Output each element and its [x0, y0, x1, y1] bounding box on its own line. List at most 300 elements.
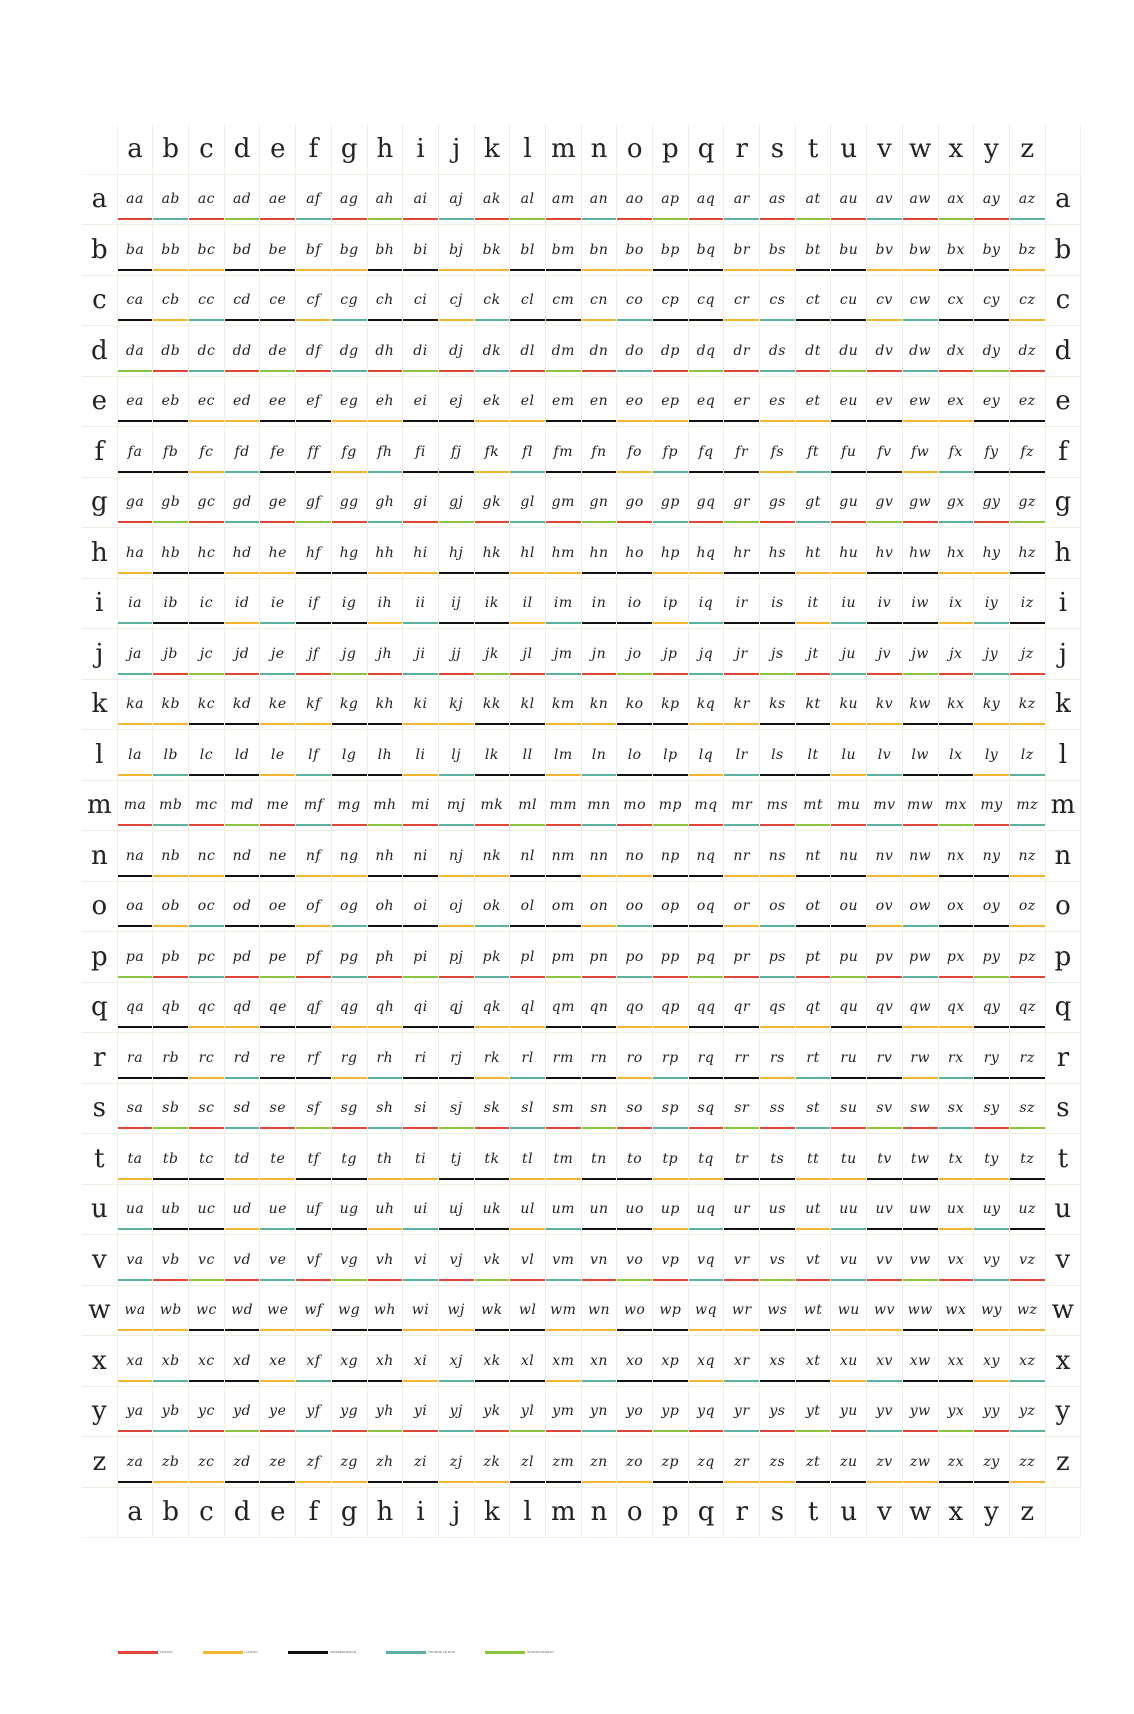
- column-footer-y: [974, 1488, 1010, 1539]
- relation-bar: [368, 1380, 403, 1382]
- ligature-cell-qe-label: qe: [268, 999, 287, 1016]
- relation-bar: [831, 572, 866, 574]
- relation-bar: [153, 1127, 188, 1129]
- ligature-cell-ne: [260, 831, 296, 882]
- row-header-left-z-label: z: [92, 1446, 107, 1477]
- ligature-cell-qv-label: qv: [875, 999, 894, 1016]
- ligature-cell-jz: [1010, 629, 1046, 680]
- ligature-cell-rg-label: rg: [340, 1049, 358, 1066]
- relation-bar: [260, 824, 295, 826]
- relation-bar: [867, 1329, 902, 1331]
- ligature-cell-uk-label: uk: [482, 1201, 502, 1218]
- ligature-cell-im-label: im: [553, 595, 573, 612]
- relation-bar: [724, 218, 759, 220]
- ligature-cell-he-label: he: [268, 544, 287, 561]
- ligature-cell-ro: [617, 1033, 653, 1084]
- ligature-cell-th-label: th: [377, 1150, 393, 1167]
- ligature-cell-zi: [403, 1437, 439, 1488]
- ligature-cell-te-label: te: [270, 1150, 286, 1167]
- ligature-cell-yv-label: yv: [876, 1403, 893, 1420]
- ligature-cell-ff-label: ff: [307, 443, 320, 460]
- ligature-cell-he: [260, 528, 296, 579]
- ligature-cell-oj: [439, 882, 475, 933]
- relation-bar: [867, 1228, 902, 1230]
- ligature-cell-oc: [189, 882, 225, 933]
- relation-bar: [867, 673, 902, 675]
- relation-bar: [617, 1127, 652, 1129]
- ligature-cell-uv: [867, 1185, 903, 1236]
- ligature-cell-pp: [653, 932, 689, 983]
- relation-bar: [403, 1380, 438, 1382]
- row-header-right-u: [1046, 1185, 1082, 1236]
- ligature-cell-hq: [689, 528, 725, 579]
- relation-bar: [439, 774, 474, 776]
- ligature-cell-no-label: no: [625, 847, 644, 864]
- ligature-cell-wu: [831, 1286, 867, 1337]
- row-header-left-v: [82, 1235, 118, 1286]
- relation-bar: [510, 925, 545, 927]
- ligature-cell-bt: [796, 225, 832, 276]
- relation-bar: [760, 1481, 795, 1483]
- ligature-cell-ow: [903, 882, 939, 933]
- ligature-cell-pj: [439, 932, 475, 983]
- row-header-right-k-label: k: [1055, 689, 1071, 720]
- relation-bar: [403, 673, 438, 675]
- relation-bar: [332, 723, 367, 725]
- column-header-a-label: a: [127, 133, 143, 164]
- relation-bar: [189, 572, 224, 574]
- relation-bar: [582, 1329, 617, 1331]
- ligature-cell-qy: [974, 983, 1010, 1034]
- relation-bar: [225, 1178, 260, 1180]
- ligature-cell-uc-label: uc: [197, 1201, 216, 1218]
- relation-bar: [760, 976, 795, 978]
- ligature-cell-hc-label: hc: [197, 544, 216, 561]
- relation-bar: [332, 1026, 367, 1028]
- relation-bar: [225, 1430, 260, 1432]
- ligature-cell-ku-label: ku: [839, 696, 859, 713]
- relation-bar: [974, 925, 1009, 927]
- ligature-cell-jl-label: jl: [522, 645, 533, 662]
- ligature-cell-pf-label: pf: [305, 948, 322, 965]
- relation-bar: [546, 420, 581, 422]
- ligature-cell-tm: [546, 1134, 582, 1185]
- ligature-cell-dz: [1010, 326, 1046, 377]
- ligature-cell-yo-label: yo: [625, 1403, 644, 1420]
- ligature-cell-zv: [867, 1437, 903, 1488]
- ligature-cell-cp: [653, 276, 689, 327]
- ligature-cell-gz-label: gz: [1018, 494, 1036, 511]
- ligature-cell-pq: [689, 932, 725, 983]
- row-header-right-s: [1046, 1084, 1082, 1135]
- ligature-cell-pj-label: pj: [449, 948, 464, 965]
- ligature-cell-os-label: os: [769, 898, 786, 915]
- ligature-cell-kx: [939, 680, 975, 731]
- ligature-cell-wm: [546, 1286, 582, 1337]
- row-header-right-v-label: v: [1055, 1244, 1071, 1275]
- ligature-cell-ht-label: ht: [805, 544, 821, 561]
- ligature-cell-uu: [831, 1185, 867, 1236]
- ligature-cell-vd-label: vd: [233, 1251, 252, 1268]
- relation-bar: [617, 1077, 652, 1079]
- column-footer-u: [831, 1488, 867, 1539]
- ligature-cell-oa: [118, 882, 154, 933]
- ligature-cell-ou-label: ou: [839, 898, 858, 915]
- ligature-cell-ut: [796, 1185, 832, 1236]
- ligature-cell-wy-label: wy: [981, 1302, 1002, 1319]
- relation-bar: [332, 774, 367, 776]
- relation-bar: [153, 218, 188, 220]
- ligature-cell-gx-label: gx: [946, 494, 965, 511]
- relation-bar: [724, 774, 759, 776]
- ligature-cell-xm: [546, 1336, 582, 1387]
- ligature-cell-kv: [867, 680, 903, 731]
- column-header-u-label: u: [840, 133, 858, 164]
- relation-bar: [510, 1127, 545, 1129]
- relation-bar: [760, 319, 795, 321]
- ligature-cell-ao: [617, 175, 653, 226]
- relation-bar: [653, 218, 688, 220]
- relation-bar: [260, 1026, 295, 1028]
- ligature-cell-nn-label: nn: [589, 847, 609, 864]
- ligature-cell-sr-label: sr: [734, 1100, 750, 1117]
- column-footer-s: [760, 1488, 796, 1539]
- ligature-cell-wk-label: wk: [481, 1302, 503, 1319]
- ligature-cell-mf-label: mf: [303, 797, 324, 814]
- column-footer-g: [332, 1488, 368, 1539]
- relation-bar: [439, 673, 474, 675]
- ligature-cell-lh: [368, 730, 404, 781]
- column-footer-h-label: h: [376, 1497, 394, 1528]
- ligature-cell-ox-label: ox: [947, 898, 965, 915]
- relation-bar: [439, 218, 474, 220]
- ligature-cell-ka-label: ka: [126, 696, 144, 713]
- ligature-cell-le: [260, 730, 296, 781]
- ligature-cell-pm: [546, 932, 582, 983]
- ligature-cell-dh-label: dh: [375, 342, 395, 359]
- ligature-cell-ar-label: ar: [733, 191, 750, 208]
- column-header-z-label: z: [1020, 133, 1035, 164]
- ligature-cell-tl: [510, 1134, 546, 1185]
- row-header-left-i: [82, 579, 118, 630]
- relation-bar: [260, 1380, 295, 1382]
- ligature-cell-oi-label: oi: [413, 898, 428, 915]
- column-footer-d-label: d: [233, 1497, 251, 1528]
- relation-bar: [939, 269, 974, 271]
- ligature-cell-hq-label: hq: [696, 544, 716, 561]
- relation-bar: [368, 521, 403, 523]
- ligature-cell-xb-label: xb: [161, 1352, 180, 1369]
- ligature-cell-xl: [510, 1336, 546, 1387]
- relation-bar: [118, 1026, 153, 1028]
- ligature-cell-gk-label: gk: [482, 494, 502, 511]
- ligature-cell-gk: [475, 478, 511, 529]
- ligature-cell-bp: [653, 225, 689, 276]
- column-header-t: [796, 124, 832, 175]
- relation-bar: [939, 925, 974, 927]
- ligature-cell-yz: [1010, 1387, 1046, 1438]
- ligature-cell-zt-label: zt: [806, 1453, 821, 1470]
- ligature-cell-lk: [475, 730, 511, 781]
- relation-bar: [831, 1026, 866, 1028]
- column-footer-w-label: w: [909, 1497, 932, 1528]
- column-header-y-label: y: [984, 133, 999, 164]
- ligature-cell-dk-label: dk: [482, 342, 502, 359]
- ligature-cell-ae: [260, 175, 296, 226]
- ligature-cell-ho-label: ho: [625, 544, 644, 561]
- ligature-cell-kp-label: kp: [661, 696, 680, 713]
- relation-bar: [403, 1430, 438, 1432]
- ligature-cell-qo-label: qo: [625, 999, 644, 1016]
- relation-bar: [225, 1127, 260, 1129]
- ligature-cell-uf-label: uf: [305, 1201, 322, 1218]
- ligature-cell-jv: [867, 629, 903, 680]
- ligature-cell-pc-label: pc: [197, 948, 216, 965]
- ligature-cell-fh: [368, 427, 404, 478]
- ligature-cell-sg-label: sg: [340, 1100, 358, 1117]
- ligature-cell-at: [796, 175, 832, 226]
- ligature-cell-hy-label: hy: [982, 544, 1001, 561]
- relation-bar: [582, 572, 617, 574]
- relation-bar: [189, 370, 224, 372]
- relation-bar: [403, 1329, 438, 1331]
- ligature-cell-kz: [1010, 680, 1046, 731]
- ligature-cell-tq-label: tq: [698, 1150, 714, 1167]
- ligature-cell-kd: [225, 680, 261, 731]
- ligature-cell-ol-label: ol: [520, 898, 535, 915]
- legend: [118, 1650, 554, 1654]
- relation-bar: [189, 319, 224, 321]
- ligature-cell-wu-label: wu: [837, 1302, 860, 1319]
- relation-bar: [831, 622, 866, 624]
- ligature-cell-uj: [439, 1185, 475, 1236]
- ligature-cell-xn: [582, 1336, 618, 1387]
- relation-bar: [653, 1127, 688, 1129]
- ligature-cell-uh-label: uh: [375, 1201, 395, 1218]
- ligature-cell-jf-label: jf: [308, 645, 319, 662]
- row-header-left-j-label: j: [95, 638, 104, 669]
- ligature-cell-dw-label: dw: [909, 342, 932, 359]
- row-header-left-o: [82, 882, 118, 933]
- ligature-cell-hs: [760, 528, 796, 579]
- ligature-cell-ml: [510, 781, 546, 832]
- ligature-cell-yw-label: yw: [909, 1403, 931, 1420]
- legend-label: AFFRONTEMENT: [527, 1650, 555, 1654]
- ligature-cell-wb-label: wb: [159, 1302, 182, 1319]
- relation-bar: [974, 824, 1009, 826]
- relation-bar: [939, 420, 974, 422]
- row-header-left-q-label: q: [91, 992, 108, 1023]
- ligature-cell-bj: [439, 225, 475, 276]
- ligature-cell-wi-label: wi: [411, 1302, 430, 1319]
- ligature-cell-xl-label: xl: [520, 1352, 535, 1369]
- relation-bar: [225, 319, 260, 321]
- ligature-cell-xe-label: xe: [269, 1352, 287, 1369]
- relation-bar: [903, 1329, 938, 1331]
- ligature-cell-cq-label: cq: [697, 292, 715, 309]
- relation-bar: [974, 1077, 1009, 1079]
- relation-bar: [260, 521, 295, 523]
- ligature-cell-tz-label: tz: [1020, 1150, 1035, 1167]
- row-header-right-e: [1046, 377, 1082, 428]
- ligature-cell-fg-label: fg: [341, 443, 357, 460]
- ligature-cell-aj: [439, 175, 475, 226]
- relation-bar: [617, 471, 652, 473]
- ligature-cell-kl-label: kl: [520, 696, 535, 713]
- relation-bar: [260, 1077, 295, 1079]
- ligature-cell-qf: [296, 983, 332, 1034]
- relation-bar: [617, 572, 652, 574]
- relation-bar: [903, 1178, 938, 1180]
- ligature-cell-zj: [439, 1437, 475, 1488]
- relation-bar: [510, 723, 545, 725]
- ligature-cell-la-label: la: [128, 746, 142, 763]
- ligature-cell-gm-label: gm: [551, 494, 575, 511]
- relation-bar: [368, 1329, 403, 1331]
- relation-bar: [582, 1178, 617, 1180]
- row-header-left-w-label: w: [88, 1295, 111, 1326]
- relation-bar: [153, 774, 188, 776]
- ligature-cell-yh-label: yh: [375, 1403, 394, 1420]
- relation-bar: [439, 521, 474, 523]
- relation-bar: [118, 1127, 153, 1129]
- ligature-cell-ef-label: ef: [306, 393, 321, 410]
- ligature-cell-fx-label: fx: [948, 443, 963, 460]
- ligature-cell-yl: [510, 1387, 546, 1438]
- relation-bar: [724, 1077, 759, 1079]
- ligature-cell-mb-label: mb: [159, 797, 183, 814]
- corner-cell: [82, 1488, 118, 1539]
- ligature-cell-wi: [403, 1286, 439, 1337]
- relation-bar: [582, 875, 617, 877]
- ligature-cell-on: [582, 882, 618, 933]
- column-header-p: [653, 124, 689, 175]
- ligature-cell-by-label: by: [982, 241, 1001, 258]
- column-header-i: [403, 124, 439, 175]
- column-footer-q: [689, 1488, 725, 1539]
- ligature-cell-fh-label: fh: [377, 443, 393, 460]
- ligature-cell-tq: [689, 1134, 725, 1185]
- ligature-cell-it: [796, 579, 832, 630]
- relation-bar: [439, 1430, 474, 1432]
- ligature-cell-ap-label: ap: [661, 191, 680, 208]
- relation-bar: [153, 572, 188, 574]
- ligature-cell-mz-label: mz: [1016, 797, 1039, 814]
- ligature-cell-nq-label: nq: [696, 847, 716, 864]
- relation-bar: [118, 1178, 153, 1180]
- ligature-cell-mo: [617, 781, 653, 832]
- ligature-cell-ix: [939, 579, 975, 630]
- ligature-cell-aw: [903, 175, 939, 226]
- ligature-cell-px: [939, 932, 975, 983]
- ligature-cell-nr-label: nr: [733, 847, 751, 864]
- ligature-cell-td: [225, 1134, 261, 1185]
- ligature-cell-ti-label: ti: [414, 1150, 427, 1167]
- relation-bar: [760, 875, 795, 877]
- relation-bar: [653, 471, 688, 473]
- ligature-cell-rr: [724, 1033, 760, 1084]
- ligature-cell-vx-label: vx: [947, 1251, 965, 1268]
- relation-bar: [368, 269, 403, 271]
- ligature-cell-kn: [582, 680, 618, 731]
- ligature-cell-hk: [475, 528, 511, 579]
- ligature-cell-iy: [974, 579, 1010, 630]
- ligature-cell-em: [546, 377, 582, 428]
- relation-bar: [403, 319, 438, 321]
- ligature-cell-lr: [724, 730, 760, 781]
- ligature-cell-bo-label: bo: [625, 241, 644, 258]
- relation-bar: [546, 1380, 581, 1382]
- relation-bar: [332, 1279, 367, 1281]
- ligature-cell-az: [1010, 175, 1046, 226]
- ligature-cell-lr-label: lr: [735, 746, 748, 763]
- relation-bar: [225, 1481, 260, 1483]
- ligature-cell-bv: [867, 225, 903, 276]
- relation-bar: [225, 471, 260, 473]
- ligature-cell-pu-label: pu: [839, 948, 859, 965]
- ligature-cell-sp: [653, 1084, 689, 1135]
- ligature-cell-qm: [546, 983, 582, 1034]
- relation-bar: [475, 622, 510, 624]
- ligature-cell-wj: [439, 1286, 475, 1337]
- ligature-cell-wz-label: wz: [1017, 1302, 1038, 1319]
- ligature-cell-zz: [1010, 1437, 1046, 1488]
- ligature-cell-eq-label: eq: [696, 393, 716, 410]
- relation-bar: [689, 875, 724, 877]
- ligature-cell-uk: [475, 1185, 511, 1236]
- ligature-cell-ul: [510, 1185, 546, 1236]
- relation-bar: [546, 521, 581, 523]
- ligature-cell-uq: [689, 1185, 725, 1236]
- ligature-cell-cf: [296, 276, 332, 327]
- relation-bar: [617, 1481, 652, 1483]
- ligature-cell-jk-label: jk: [484, 645, 499, 662]
- relation-bar: [582, 420, 617, 422]
- ligature-cell-dx: [939, 326, 975, 377]
- relation-bar: [760, 1279, 795, 1281]
- ligature-cell-xg-label: xg: [340, 1352, 359, 1369]
- ligature-cell-yn-label: yn: [590, 1403, 608, 1420]
- ligature-cell-ts-label: ts: [770, 1150, 785, 1167]
- relation-bar: [403, 1228, 438, 1230]
- relation-bar: [724, 1127, 759, 1129]
- column-footer-a-label: a: [127, 1497, 143, 1528]
- ligature-cell-cl: [510, 276, 546, 327]
- ligature-cell-ju-label: ju: [841, 645, 856, 662]
- ligature-cell-ij-label: ij: [451, 595, 462, 612]
- ligature-cell-lt: [796, 730, 832, 781]
- ligature-cell-pv: [867, 932, 903, 983]
- row-header-left-z: [82, 1437, 118, 1488]
- relation-bar: [1010, 521, 1045, 523]
- ligature-cell-em-label: em: [552, 393, 575, 410]
- ligature-cell-vj-label: vj: [449, 1251, 463, 1268]
- relation-bar: [903, 572, 938, 574]
- ligature-cell-eu: [831, 377, 867, 428]
- relation-bar: [153, 976, 188, 978]
- relation-bar: [153, 1329, 188, 1331]
- ligature-cell-ub-label: ub: [161, 1201, 181, 1218]
- relation-bar: [689, 1481, 724, 1483]
- relation-bar: [260, 1430, 295, 1432]
- relation-bar: [332, 1380, 367, 1382]
- ligature-cell-nu-label: nu: [839, 847, 859, 864]
- relation-bar: [974, 1380, 1009, 1382]
- ligature-cell-vg-label: vg: [340, 1251, 359, 1268]
- relation-bar: [1010, 1228, 1045, 1230]
- relation-bar: [796, 1430, 831, 1432]
- ligature-cell-kx-label: kx: [947, 696, 965, 713]
